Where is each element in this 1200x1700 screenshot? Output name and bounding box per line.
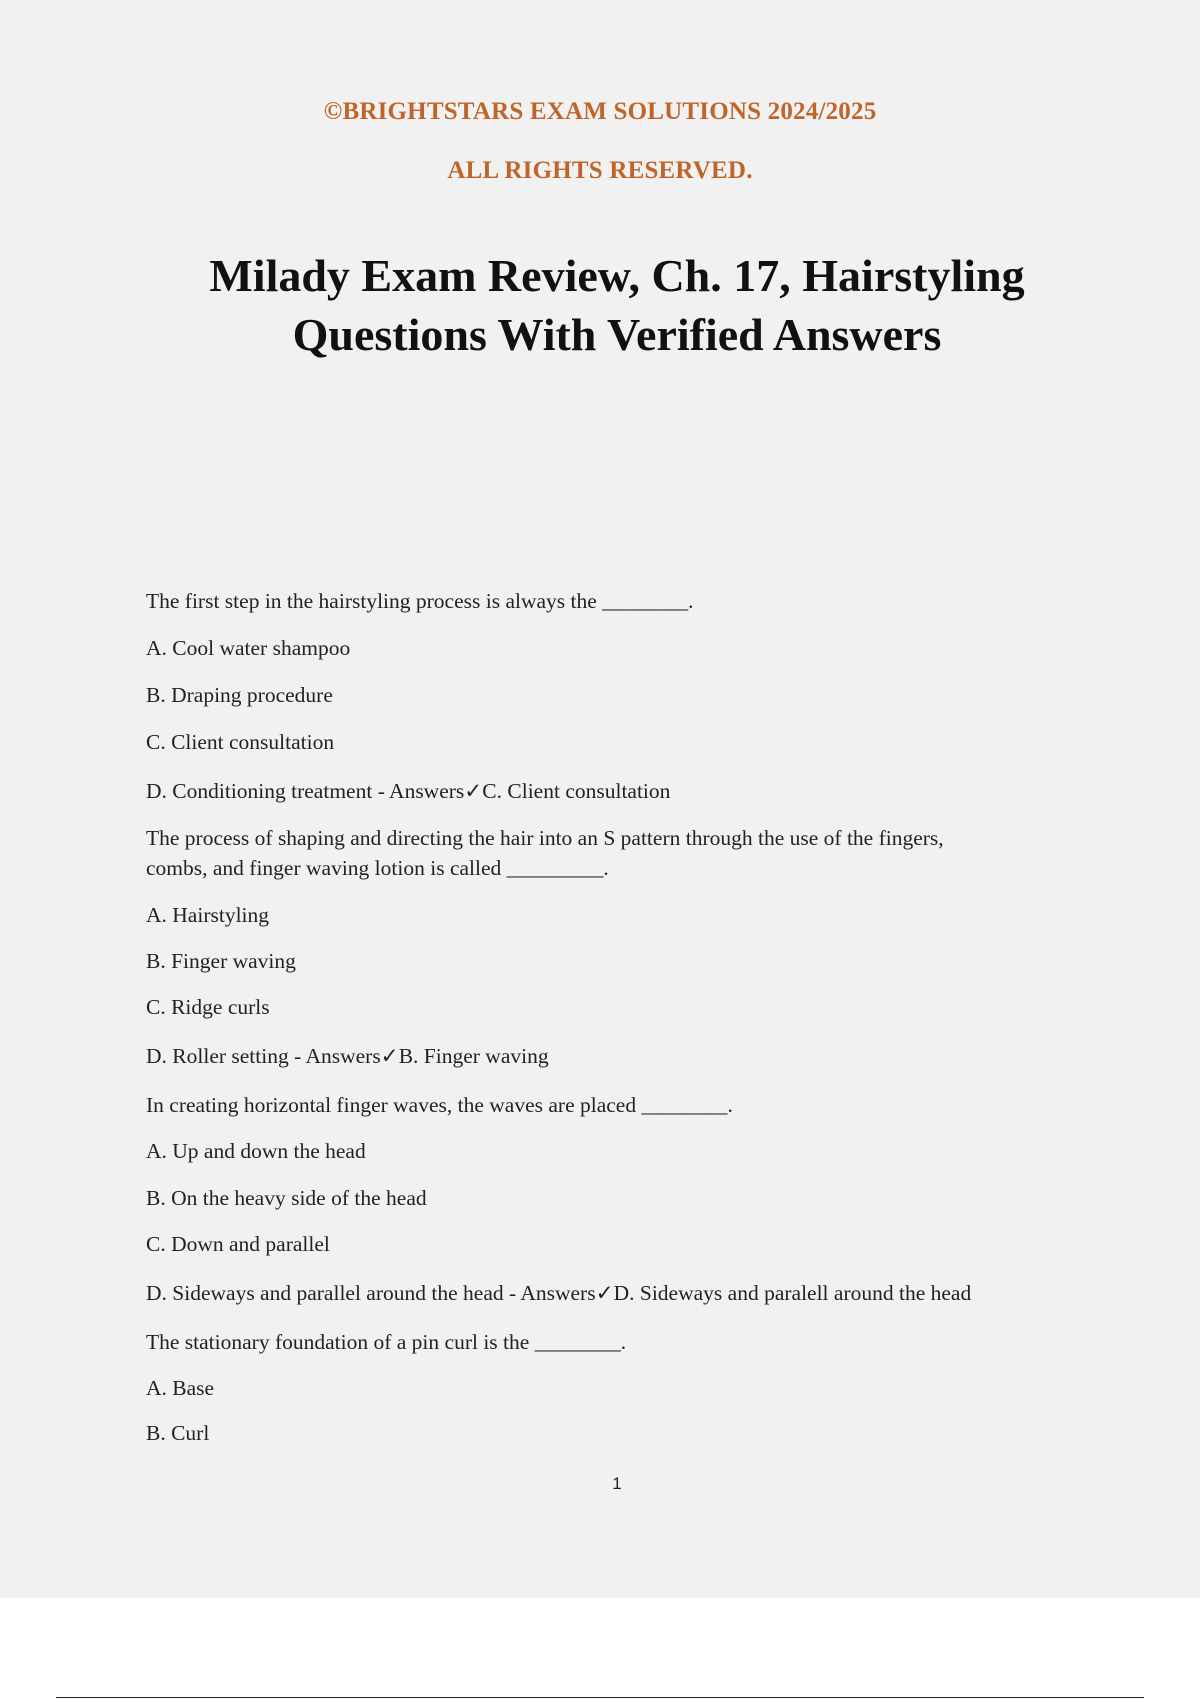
rights-reserved-notice: ALL RIGHTS RESERVED. xyxy=(447,157,753,184)
document-title-line: Questions With Verified Answers xyxy=(292,309,942,360)
answer-option: C. Down and parallel xyxy=(146,1232,330,1256)
document-title xyxy=(0,246,1200,364)
answer-option: A. Up and down the head xyxy=(146,1139,366,1163)
answer-option: B. Draping procedure xyxy=(146,683,333,707)
answer-option: C. Ridge curls xyxy=(146,995,270,1019)
question-text: combs, and finger waving lotion is called _________. xyxy=(146,856,609,880)
page-number: 1 xyxy=(612,1474,622,1493)
question-text: The process of shaping and directing the hair into an S pattern through the use of the fingers, xyxy=(146,826,944,850)
answer-option: B. Curl xyxy=(146,1421,210,1445)
answer-option: B. Finger waving xyxy=(146,949,296,973)
question-text: The stationary foundation of a pin curl is the ________. xyxy=(146,1330,627,1354)
answer-option: B. On the heavy side of the head xyxy=(146,1186,427,1210)
answer-option: A. Base xyxy=(146,1376,215,1400)
document-title-line: Milady Exam Review, Ch. 17, Hairstyling xyxy=(209,250,1025,301)
answer-option-with-answer: D. Sideways and parallel around the head - Answers✓D. Sideways and paralell around the head xyxy=(146,1281,972,1305)
question-text: In creating horizontal finger waves, the waves are placed ________. xyxy=(146,1093,733,1117)
answer-option-with-answer: D. Roller setting - Answers✓B. Finger waving xyxy=(146,1044,549,1068)
question-text: The first step in the hairstyling process is always the ________. xyxy=(146,589,694,613)
answer-option-with-answer: D. Conditioning treatment - Answers✓C. Client consultation xyxy=(146,779,671,803)
copyright-notice: ©BRIGHTSTARS EXAM SOLUTIONS 2024/2025 xyxy=(323,98,877,125)
answer-option: C. Client consultation xyxy=(146,730,335,754)
answer-option: A. Hairstyling xyxy=(146,903,270,927)
answer-option: A. Cool water shampoo xyxy=(146,636,351,660)
page-divider xyxy=(56,1697,1144,1698)
